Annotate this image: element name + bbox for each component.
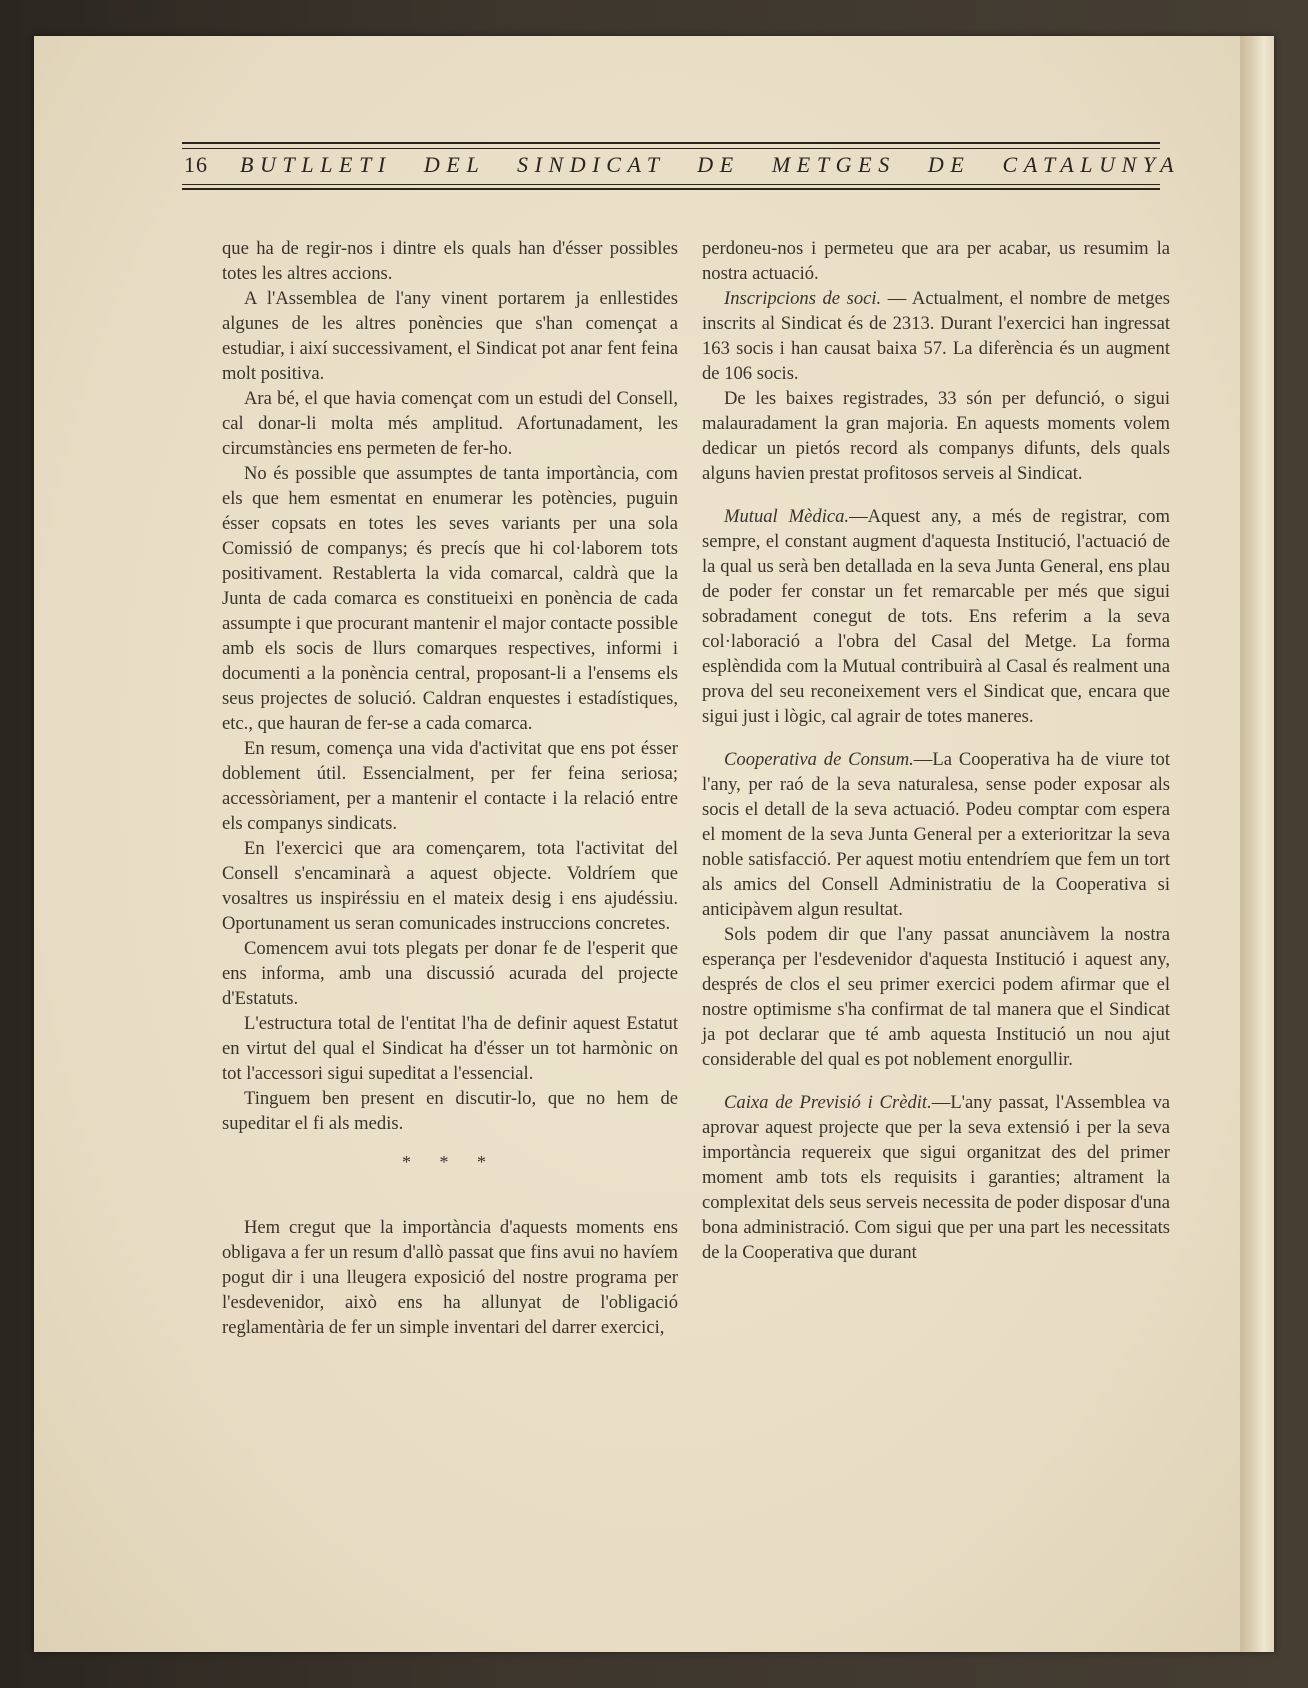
header-rule: [182, 142, 1160, 144]
paragraph: Ara bé, el que havia començat com un estudi del Consell, cal donar-li molta més amplitud. Afortunadament, les circumstàncies ens permeten de fer-ho.: [222, 388, 678, 459]
page-edge: [1240, 36, 1274, 1652]
paragraph: En resum, comença una vida d'activitat que ens pot ésser doblement útil. Essencialment, per fer feina seriosa; accessòriament, per a mantenir el contacte i la relació entre els companys sindicats.: [222, 738, 678, 834]
paragraph: De les baixes registrades, 33 són per defunció, o sigui malauradament la gran majoria. En aquests moments volem dedicar un pietós record als companys difunts, dels quals alguns havien prestat profitosos serveis al Sindicat.: [702, 388, 1170, 484]
paragraph: A l'Assemblea de l'any vinent portarem ja enllestides algunes de les altres ponències que s'han començat a estudiar, i així successivament, el Sindicat pot anar fent feina molt positiva.: [222, 288, 678, 384]
paragraph: L'estructura total de l'entitat l'ha de definir aquest Estatut en virtut del qual el Sindicat ha d'ésser un tot harmònic on tot l'accessori sigui supeditat a l'essencial.: [222, 1013, 678, 1084]
journal-title: BUTLLETI DEL SINDICAT DE METGES DE CATALUNYA: [240, 152, 1181, 177]
paragraph: Tinguem ben present en discutir-lo, que no hem de supeditar el fi als medis.: [222, 1088, 678, 1134]
section-divider: * * *: [402, 1152, 498, 1172]
paragraph: perdoneu-nos i permeteu que ara per acabar, us resumim la nostra actuació.: [702, 238, 1170, 284]
section-text: —L'any passat, l'Assemblea va aprovar aquest projecte que per la seva extensió i per la seva importància requereix que sigui organitzat des del primer moment amb tots els requisits i garanties; altrament la complexitat dels seus serveis necessita de poder disposar d'una bona administració. Com sigui que per una part les necessitats de la Cooperativa que durant: [702, 1092, 1170, 1263]
section-text: — Actualment, el nombre de metges inscrits al Sindicat és de 2313. Durant l'exercici han ingressat 163 socis i han causat baixa 57. La diferència és un augment de 106 socis.: [702, 288, 1171, 384]
section-inscripcions: [702, 286, 1170, 386]
section-title: Caixa de Previsió i Crèdit.: [724, 1092, 932, 1113]
section-text: —Aquest any, a més de registrar, com sempre, el constant augment d'aquesta Institució, l'actuació de la qual us serà ben detallada en la seva Junta General, ens plau de poder fer constar un fet remarcable per més que sigui sobradament conegut de tots. Ens referim a la seva col·laboració a l'obra del Casal del Metge. La forma esplèndida com la Mutual contribuirà al Casal és realment una prova del seu reconeixement vers el Sindicat que, encara que sigui just i lògic, cal agrair de totes maneres.: [702, 506, 1170, 727]
paragraph: No és possible que assumptes de tanta importància, com els que hem esmentat en enumerar les potències, puguin ésser copsats en totes les seves variants per una sola Comissió de companys; és precís que hi col·laborem tots positivament. Restablerta la vida comarcal, caldrà que la Junta de cada comarca es constitueixi en ponència de cada assumpte i que procurant mantenir el major contacte possible amb els socis de llurs comarques respectives, informi i documenti a la ponència central, proposant-li a l'ensems els seus projectes de solució. Caldran enquestes i estadístiques, etc., que hauran de fer-se a cada comarca.: [222, 463, 678, 734]
running-header: [182, 102, 1181, 200]
paragraph: Sols podem dir que l'any passat anunciàvem la nostra esperança per l'esdevenidor d'aquesta Institució i aquest any, després de clos el seu primer exercici podem afirmar que el nostre optimisme s'ha confirmat de tal manera que el Sindicat ja pot declarar que té amb aquesta Institució un nou ajut considerable del qual es pot noblement enorgullir.: [702, 924, 1170, 1070]
page-number: 16: [184, 152, 208, 177]
paragraph: Hem cregut que la importància d'aquests moments ens obligava a fer un resum d'allò passat que fins avui no havíem pogut dir i una lleugera exposició del nostre programa per l'esdevenidor, això ens ha allunyat de l'obligació reglamentària de fer un simple inventari del darrer exercici,: [222, 1217, 678, 1338]
section-caixa: [702, 1090, 1170, 1265]
header-rule: [182, 184, 1160, 185]
right-column: [702, 236, 1170, 1265]
section-cooperativa: [702, 747, 1170, 922]
section-mutual: [702, 504, 1170, 729]
paragraph: que ha de regir-nos i dintre els quals han d'ésser possibles totes les altres accions.: [222, 238, 678, 284]
header-rule: [182, 188, 1160, 190]
section-title: Mutual Mèdica.: [724, 506, 850, 527]
section-text: —La Cooperativa ha de viure tot l'any, per raó de la seva naturalesa, sense poder exposar als socis el detall de la seva actuació. Podeu comptar com espera el moment de la seva Junta General per a exterioritzar la seva noble satisfacció. Per aquest motiu entendríem que fem un tort als amics del Consell Administratiu de la Cooperativa si anticipàvem algun resultat.: [702, 749, 1170, 920]
paragraph: En l'exercici que ara començarem, tota l'activitat del Consell s'encaminarà a aquest objecte. Voldríem que vosaltres us inspiréssiu en el mateix desig i ens ajudéssiu. Oportunament us seran comunicades instruccions concretes.: [222, 838, 678, 934]
left-column: [222, 236, 678, 1340]
section-title: Cooperativa de Consum.: [724, 749, 914, 770]
section-title: Inscripcions de soci.: [724, 288, 882, 309]
header-rule: [182, 148, 1160, 149]
paragraph: Comencem avui tots plegats per donar fe de l'esperit que ens informa, amb una discussió acurada del projecte d'Estatuts.: [222, 938, 678, 1009]
